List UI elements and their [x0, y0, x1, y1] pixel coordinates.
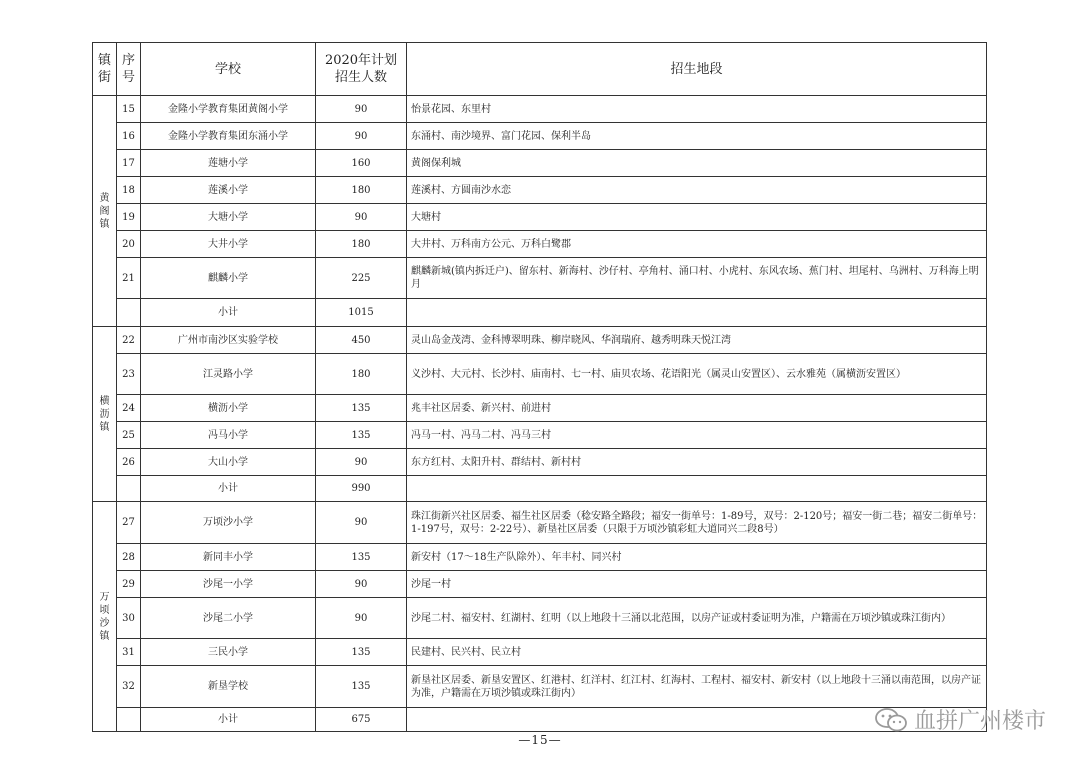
school-name: 万顷沙小学: [141, 502, 316, 544]
row-number: 23: [117, 354, 141, 395]
school-name: 大井小学: [141, 231, 316, 258]
plan-count: 90: [316, 123, 407, 150]
school-name: 新同丰小学: [141, 544, 316, 571]
row-number: 15: [117, 96, 141, 123]
school-name: 大塘小学: [141, 204, 316, 231]
enrollment-table: [92, 42, 987, 732]
plan-count: 225: [316, 258, 407, 299]
row-number: 18: [117, 177, 141, 204]
town-cell: [93, 327, 117, 502]
subtotal-area-blank: [407, 299, 987, 327]
school-name: 麒麟小学: [141, 258, 316, 299]
wechat-icon: [874, 707, 908, 733]
plan-count: 180: [316, 231, 407, 258]
enrollment-area: 兆丰社区居委、新兴村、前进村: [407, 395, 987, 422]
enrollment-area: 大井村、万科南方公元、万科白鹭郡: [407, 231, 987, 258]
table-row: [93, 96, 987, 123]
enrollment-area: 沙尾二村、福安村、红湖村、红明（以上地段十三涌以北范围，以房产证或村委证明为准，户籍需在万顷沙镇或珠江街内）: [407, 598, 987, 639]
enrollment-area: 黄阁保利城: [407, 150, 987, 177]
enrollment-area: 灵山岛金茂湾、金科博翠明珠、柳岸晓风、华润瑞府、越秀明珠天悦江湾: [407, 327, 987, 354]
subtotal-row: [93, 708, 987, 732]
town-name: 万顷沙镇: [99, 591, 110, 642]
table-row: [93, 449, 987, 476]
header-town: 镇街: [93, 43, 117, 96]
school-name: 三民小学: [141, 639, 316, 666]
watermark-text: 血拼广州楼市: [913, 709, 1046, 734]
subtotal-area-blank: [407, 476, 987, 502]
enrollment-area: 新安村（17～18生产队除外）、年丰村、同兴村: [407, 544, 987, 571]
enrollment-area: 莲溪村、方圆南沙水恋: [407, 177, 987, 204]
subtotal-blank: [117, 476, 141, 502]
header-no: 序号: [117, 43, 141, 96]
school-name: 冯马小学: [141, 422, 316, 449]
plan-count: 135: [316, 666, 407, 708]
row-number: 20: [117, 231, 141, 258]
enrollment-area: 麒麟新城(镇内拆迁户)、留东村、新海村、沙仔村、亭角村、涌口村、小虎村、东风农场、蕉门村、坦尾村、乌洲村、万科海上明月: [407, 258, 987, 299]
school-name: 沙尾二小学: [141, 598, 316, 639]
school-name: 大山小学: [141, 449, 316, 476]
row-number: 19: [117, 204, 141, 231]
school-name: 横沥小学: [141, 395, 316, 422]
enrollment-area: 东方红村、太阳升村、群结村、新村村: [407, 449, 987, 476]
plan-count: 135: [316, 422, 407, 449]
subtotal-label: 小计: [141, 476, 316, 502]
row-number: 30: [117, 598, 141, 639]
table-row: [93, 544, 987, 571]
school-name: 沙尾一小学: [141, 571, 316, 598]
town-cell: [93, 502, 117, 732]
plan-count: 160: [316, 150, 407, 177]
table-row: [93, 571, 987, 598]
enrollment-area: 大塘村: [407, 204, 987, 231]
town-cell: [93, 96, 117, 327]
row-number: 26: [117, 449, 141, 476]
enrollment-area: 冯马一村、冯马二村、冯马三村: [407, 422, 987, 449]
enrollment-area: 义沙村、大元村、长沙村、庙南村、七一村、庙贝农场、花语阳光（属灵山安置区）、云水雅苑（属横沥安置区）: [407, 354, 987, 395]
row-number: 29: [117, 571, 141, 598]
header-area: 招生地段: [407, 43, 987, 96]
table-row: [93, 123, 987, 150]
town-name: 黄阁镇: [99, 192, 110, 230]
school-name: 莲塘小学: [141, 150, 316, 177]
subtotal-value: 675: [316, 708, 407, 732]
table-row: [93, 150, 987, 177]
subtotal-label: 小计: [141, 299, 316, 327]
subtotal-row: [93, 299, 987, 327]
plan-count: 90: [316, 449, 407, 476]
table-row: [93, 327, 987, 354]
row-number: 32: [117, 666, 141, 708]
school-name: 广州市南沙区实验学校: [141, 327, 316, 354]
row-number: 22: [117, 327, 141, 354]
table-row: [93, 204, 987, 231]
page-number: —15—: [518, 733, 562, 747]
header-school: 学校: [141, 43, 316, 96]
subtotal-label: 小计: [141, 708, 316, 732]
enrollment-area: 新垦社区居委、新垦安置区、红港村、红洋村、红江村、红海村、工程村、福安村、新安村（以上地段十三涌以南范围，以房产证为准，户籍需在万顷沙镇或珠江街内）: [407, 666, 987, 708]
school-name: 莲溪小学: [141, 177, 316, 204]
plan-count: 180: [316, 354, 407, 395]
plan-count: 90: [316, 571, 407, 598]
watermark: [874, 704, 1046, 735]
plan-count: 90: [316, 96, 407, 123]
plan-count: 90: [316, 598, 407, 639]
header-row: [93, 43, 987, 96]
table-row: [93, 395, 987, 422]
table-row: [93, 422, 987, 449]
subtotal-row: [93, 476, 987, 502]
row-number: 27: [117, 502, 141, 544]
enrollment-area: 东涌村、南沙境界、富门花园、保利半岛: [407, 123, 987, 150]
table-row: [93, 354, 987, 395]
table-row: [93, 598, 987, 639]
plan-count: 135: [316, 395, 407, 422]
school-name: 新垦学校: [141, 666, 316, 708]
row-number: 24: [117, 395, 141, 422]
row-number: 21: [117, 258, 141, 299]
enrollment-area: 珠江街新兴社区居委、福生社区居委（稔安路全路段；福安一街单号：1-89号，双号：2-120号；福安一街二巷；福安二街单号：1-197号，双号：2-22号）、新垦社区居委（只限于万顷沙镇彩虹大道同兴二段8号）: [407, 502, 987, 544]
header-plan: 2020年计划招生人数: [316, 43, 407, 96]
plan-count: 450: [316, 327, 407, 354]
row-number: 16: [117, 123, 141, 150]
row-number: 31: [117, 639, 141, 666]
subtotal-blank: [117, 299, 141, 327]
row-number: 25: [117, 422, 141, 449]
table-row: [93, 502, 987, 544]
school-name: 金隆小学教育集团黄阁小学: [141, 96, 316, 123]
subtotal-value: 1015: [316, 299, 407, 327]
plan-count: 90: [316, 204, 407, 231]
subtotal-blank: [117, 708, 141, 732]
plan-count: 180: [316, 177, 407, 204]
table-row: [93, 231, 987, 258]
plan-count: 90: [316, 502, 407, 544]
enrollment-area: 沙尾一村: [407, 571, 987, 598]
row-number: 17: [117, 150, 141, 177]
table-row: [93, 639, 987, 666]
table-row: [93, 177, 987, 204]
plan-count: 135: [316, 639, 407, 666]
table-row: [93, 666, 987, 708]
enrollment-area: 怡景花园、东里村: [407, 96, 987, 123]
town-name: 横沥镇: [99, 395, 110, 433]
enrollment-area: 民建村、民兴村、民立村: [407, 639, 987, 666]
school-name: 江灵路小学: [141, 354, 316, 395]
subtotal-value: 990: [316, 476, 407, 502]
plan-count: 135: [316, 544, 407, 571]
row-number: 28: [117, 544, 141, 571]
school-name: 金隆小学教育集团东涌小学: [141, 123, 316, 150]
table-row: [93, 258, 987, 299]
